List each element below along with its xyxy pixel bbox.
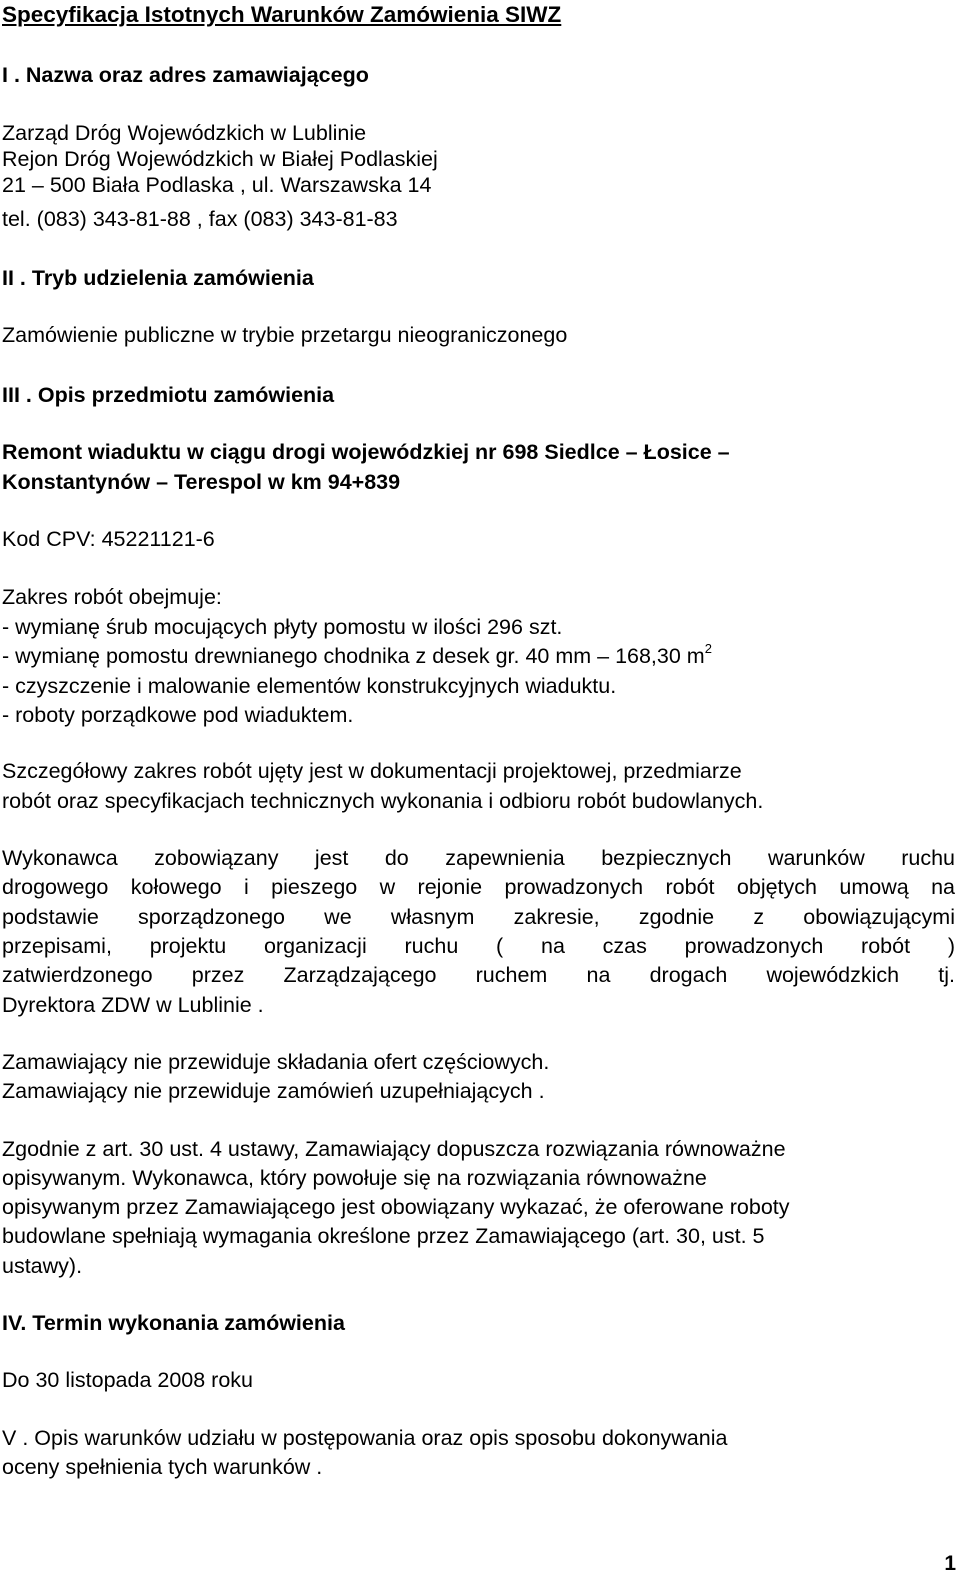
equivalent-line-1: Zgodnie z art. 30 ust. 4 ustawy, Zamawiający dopuszcza rozwiązania równoważne <box>2 1137 786 1161</box>
equivalent-line-2: opisywanym. Wykonawca, który powołuje się na rozwiązania równoważne <box>2 1166 707 1190</box>
page-number: 1 <box>944 1552 956 1575</box>
contractor-line-6: Dyrektora ZDW w Lublinie . <box>2 993 264 1017</box>
scope-item-1: - wymianę śrub mocujących płyty pomostu w ilości 296 szt. <box>2 615 563 639</box>
procedure-mode: Zamówienie publiczne w trybie przetargu nieograniczonego <box>2 323 568 347</box>
contractor-line-2: drogowego kołowego i pieszego w rejonie prowadzonych robót objętych umową na <box>2 875 955 899</box>
contractor-line-3: podstawie sporządzonego we własnym zakresie, zgodnie z obowiązującymi <box>2 905 955 929</box>
subject-line-2: Konstantynów – Terespol w km 94+839 <box>2 470 401 494</box>
org-address: 21 – 500 Biała Podlaska , ul. Warszawska 14 <box>2 173 432 197</box>
equivalent-line-4: budowlane spełniają wymagania określone przez Zamawiającego (art. 30, ust. 5 <box>2 1224 765 1248</box>
partial-offers-note: Zamawiający nie przewiduje składania ofert częściowych. <box>2 1050 550 1074</box>
equivalent-line-3: opisywanym przez Zamawiającego jest obowiązany wykazać, że oferowane roboty <box>2 1195 790 1219</box>
contractor-line-4: przepisami, projektu organizacji ruchu ( na czas prowadzonych robót ) <box>2 934 955 958</box>
section-5-heading-line-2: oceny spełnienia tych warunków . <box>2 1455 323 1479</box>
org-phone: tel. (083) 343-81-88 , fax (083) 343-81-83 <box>2 207 398 231</box>
square-meter-superscript: 2 <box>704 640 712 656</box>
scope-item-3: - czyszczenie i malowanie elementów konstrukcyjnych wiaduktu. <box>2 674 617 698</box>
cpv-code: Kod CPV: 45221121-6 <box>2 527 215 551</box>
section-4-heading: IV. Termin wykonania zamówienia <box>2 1311 345 1335</box>
detail-line-1: Szczegółowy zakres robót ujęty jest w dokumentacji projektowej, przedmiarze <box>2 759 742 783</box>
detail-line-2: robót oraz specyfikacjach technicznych wykonania i odbioru robót budowlanych. <box>2 789 764 813</box>
equivalent-line-5: ustawy). <box>2 1254 83 1278</box>
org-name: Zarząd Dróg Wojewódzkich w Lublinie <box>2 121 367 145</box>
section-2-heading: II . Tryb udzielenia zamówienia <box>2 266 314 290</box>
completion-date: Do 30 listopada 2008 roku <box>2 1368 254 1392</box>
scope-intro: Zakres robót obejmuje: <box>2 585 222 609</box>
subject-line-1: Remont wiaduktu w ciągu drogi wojewódzkiej nr 698 Siedlce – Łosice – <box>2 440 730 464</box>
scope-item-4: - roboty porządkowe pod wiaduktem. <box>2 703 354 727</box>
section-3-heading: III . Opis przedmiotu zamówienia <box>2 383 335 407</box>
contractor-line-5: zatwierdzonego przez Zarządzającego ruchem na drogach wojewódzkich tj. <box>2 963 955 987</box>
section-1-heading: I . Nazwa oraz adres zamawiającego <box>2 63 369 87</box>
section-5-heading-line-1: V . Opis warunków udziału w postępowania oraz opis sposobu dokonywania <box>2 1426 728 1450</box>
supplementary-orders-note: Zamawiający nie przewiduje zamówień uzupełniających . <box>2 1079 545 1103</box>
scope-item-2: - wymianę pomostu drewnianego chodnika z desek gr. 40 mm – 168,30 $m^2$ <box>2 640 712 668</box>
document-title: Specyfikacja Istotnych Warunków Zamówienia SIWZ <box>2 2 562 27</box>
org-branch: Rejon Dróg Wojewódzkich w Białej Podlaskiej <box>2 147 438 171</box>
contractor-line-1: Wykonawca zobowiązany jest do zapewnienia bezpiecznych warunków ruchu <box>2 846 955 870</box>
